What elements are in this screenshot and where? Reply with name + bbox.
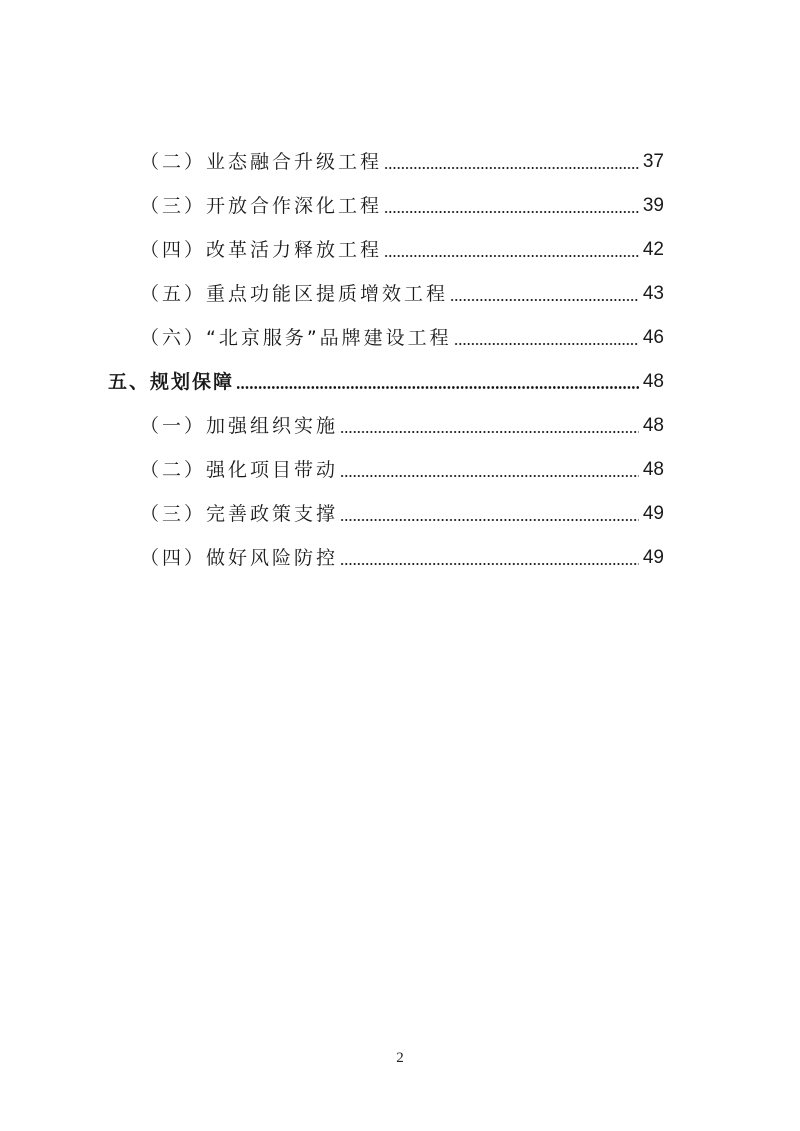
toc-dot-leader bbox=[236, 386, 639, 389]
toc-dot-leader bbox=[340, 563, 639, 565]
toc-entry-title: （四）改革活力释放工程 bbox=[140, 239, 383, 261]
toc-entry-page: 42 bbox=[642, 239, 664, 260]
toc-entry-page: 48 bbox=[642, 459, 664, 480]
toc-entry-page: 46 bbox=[642, 327, 664, 348]
toc-entry[interactable] bbox=[140, 189, 664, 219]
toc-entry-title: （二）强化项目带动 bbox=[140, 459, 339, 481]
toc-dot-leader bbox=[340, 519, 639, 521]
toc-entry[interactable] bbox=[140, 453, 664, 483]
toc-entry[interactable] bbox=[140, 409, 664, 439]
toc-entry-title: （六）“北京服务”品牌建设工程 bbox=[140, 327, 452, 349]
toc-entry-page: 39 bbox=[642, 195, 664, 216]
toc-dot-leader bbox=[384, 167, 639, 169]
toc-entry[interactable] bbox=[140, 497, 664, 527]
toc-section-title: 五、规划保障 bbox=[108, 371, 235, 393]
toc-entry[interactable] bbox=[140, 233, 664, 263]
toc-entry-title: （一）加强组织实施 bbox=[140, 415, 339, 437]
toc-entry[interactable] bbox=[140, 541, 664, 571]
toc-entry-page: 48 bbox=[642, 415, 664, 436]
toc-entry-page: 43 bbox=[642, 283, 664, 304]
toc-entry[interactable] bbox=[140, 277, 664, 307]
toc-entry-title: （五）重点功能区提质增效工程 bbox=[140, 283, 449, 305]
toc-entry[interactable] bbox=[140, 321, 664, 351]
toc-entry-title: （三）开放合作深化工程 bbox=[140, 195, 383, 217]
toc-dot-leader bbox=[454, 343, 639, 345]
toc-entry[interactable] bbox=[140, 145, 664, 175]
toc-entry-title: （三）完善政策支撑 bbox=[140, 503, 339, 525]
toc-entry-page: 48 bbox=[642, 371, 664, 392]
toc-dot-leader bbox=[450, 299, 639, 301]
toc-section-entry[interactable] bbox=[108, 365, 664, 395]
toc-entry-title: （四）做好风险防控 bbox=[140, 547, 339, 569]
toc-dot-leader bbox=[384, 255, 639, 257]
toc-entry-page: 49 bbox=[642, 503, 664, 524]
toc-entry-title: （二）业态融合升级工程 bbox=[140, 151, 383, 173]
page-number: 2 bbox=[396, 1050, 404, 1066]
toc-dot-leader bbox=[384, 211, 639, 213]
toc-entry-page: 49 bbox=[642, 547, 664, 568]
toc-dot-leader bbox=[340, 431, 639, 433]
toc-entry-page: 37 bbox=[642, 151, 664, 172]
toc-dot-leader bbox=[340, 475, 639, 477]
